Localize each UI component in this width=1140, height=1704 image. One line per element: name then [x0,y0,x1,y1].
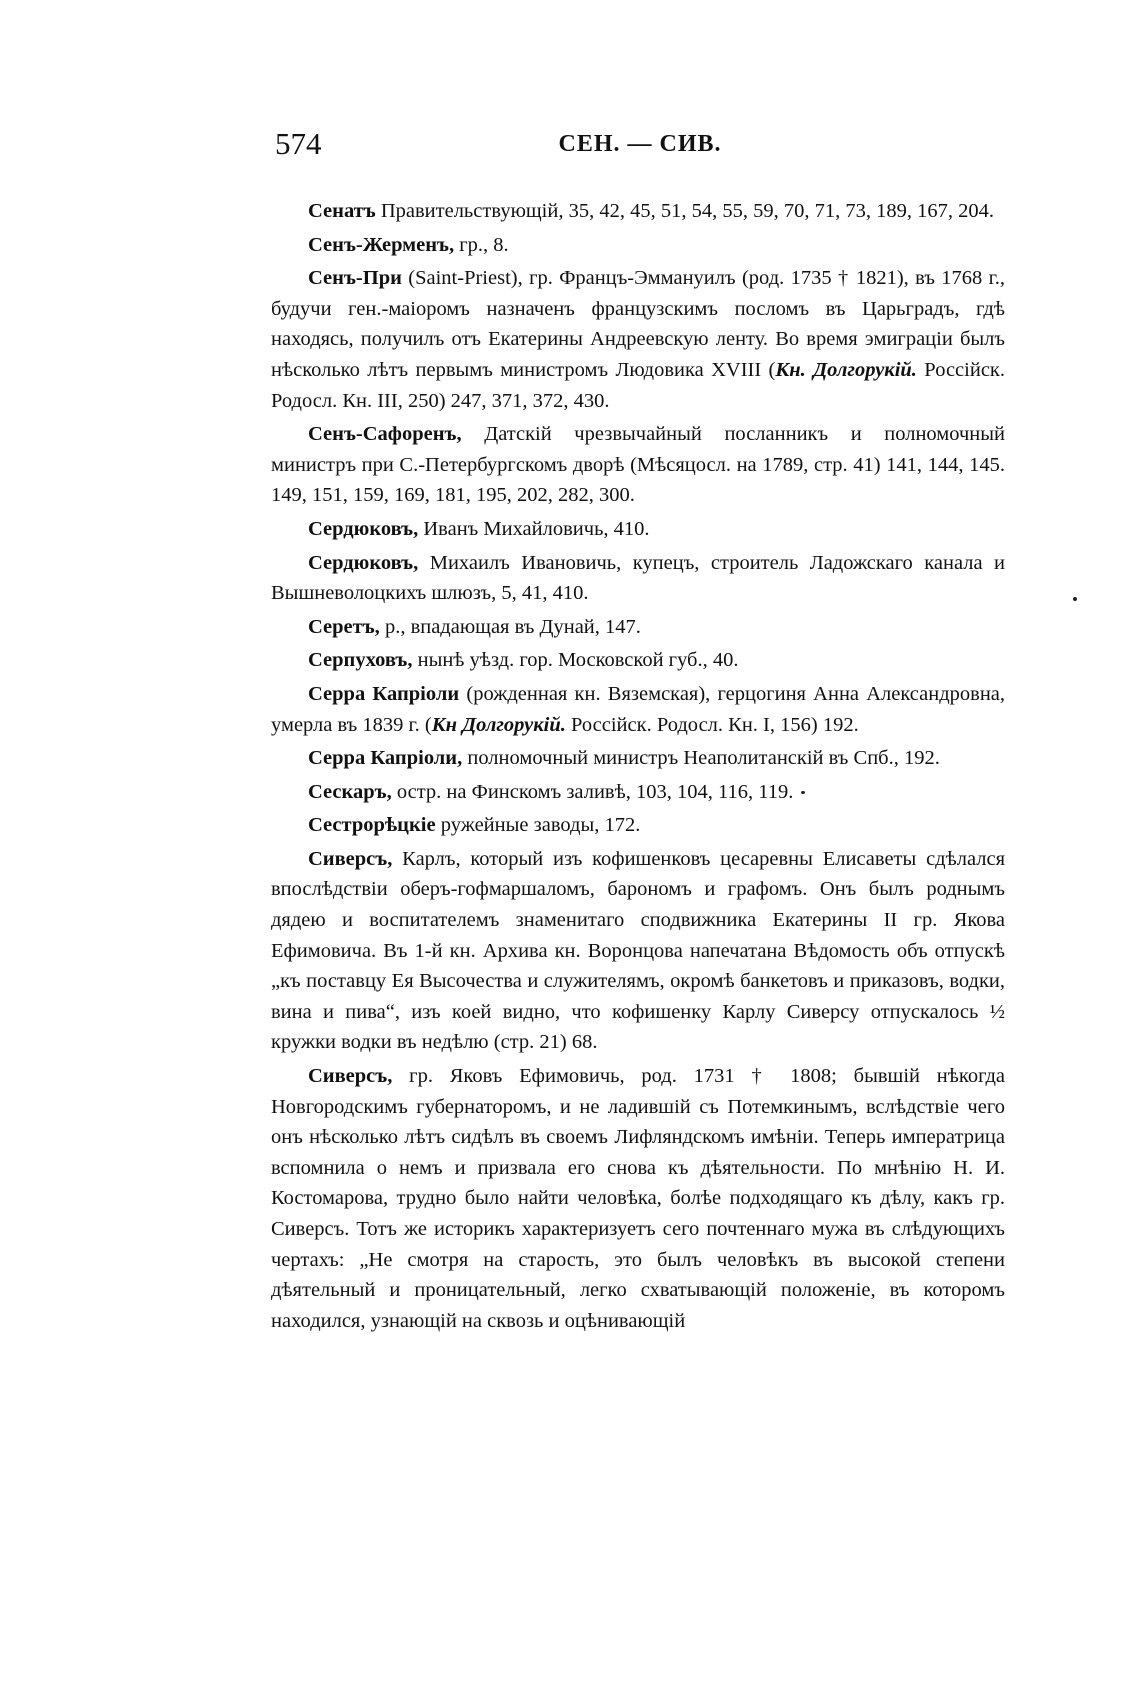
entry-headword: Серпуховъ, [308,649,413,672]
entry-text: ружейные заводы, 172. [435,814,641,837]
entry-text: остр. на Финскомъ заливѣ, 103, 104, 116, 119. [391,780,794,803]
entry-text: Карлъ, который изъ кофишенковъ цесаревны Елисаветы сдѣлался впослѣдствіи оберъ-гофмаршаломъ, барономъ и графомъ. Онъ былъ роднымъ дядею и воспитателемъ знаменитаго сподвижника Екатерины II гр. Якова Ефимовича. Въ 1-й кн. Архива кн. Воронцова напечатана Вѣдомость объ отпускѣ „къ поставцу Ея Высочества и служителямъ, окромѣ банкетовъ и приказовъ, водки, вина и пива“, изъ коей видно, что кофишенку Карлу Сиверсу отпускалось ½ кружки водки въ недѣлю (стр. 21) 68. [271,847,1005,1054]
entry-headword: Серра Капріоли, [308,747,463,770]
entry-text: Михаилъ Ивановичь, купецъ, строитель Ладожскаго канала и Вышневолоцкихъ шлюзъ, 5, 41, 410. [271,551,1005,605]
entry-text: р., впадающая въ Дунай, 147. [379,615,641,638]
entry-headword: Серетъ, [308,615,380,638]
print-speck [801,791,805,794]
index-entry [271,230,1005,261]
entry-text-continued: Россійск. Родосл. Кн. I, 156) 192. [565,713,859,736]
entry-headword: Сестрорѣцкіе [308,814,436,837]
index-entry [271,777,1005,808]
entry-citation: Кн. Долгорукій. [775,358,917,381]
index-entry [271,810,1005,841]
entry-headword: Сердюковъ, [308,551,419,574]
index-entry [271,419,1005,511]
index-entry [271,548,1005,609]
page-header [275,122,1005,166]
entry-headword: Серра Капріоли [308,682,460,705]
index-entry [271,645,1005,676]
entry-text: нынѣ уѣзд. гор. Московской губ., 40. [412,649,739,672]
index-entry [271,743,1005,774]
index-entry [271,612,1005,643]
entry-citation: Кн Долгорукій. [431,713,566,736]
entry-text: гр., 8. [454,233,509,256]
entry-headword: Сенъ-Сафоренъ, [308,423,462,446]
index-entries [271,196,1005,1339]
running-head: СЕН. — СИВ. [558,131,722,157]
entry-text-continued: Россійск. Родосл. Кн. III, 250) 247, 371, 372, 430. [271,358,1006,412]
entry-text: гр. Яковъ Ефимовичь, род. 1731 † 1808; бывшій нѣкогда Новгородскимъ губернаторомъ, и не ладившій съ Потемкинымъ, вслѣдствіе чего онъ нѣсколько лѣтъ сидѣлъ въ своемъ Лифляндскомъ имѣніи. Теперь императрица вспомнила о немъ и призвала его снова къ дѣятельности. По мнѣнію Н. И. Костомарова, трудно было найти человѣка, болѣе подходящаго къ дѣлу, какъ гр. Сиверсъ. Тотъ же историкъ характеризуетъ сего почтеннаго мужа въ слѣдующихъ чертахъ: „Не смотря на старость, это былъ человѣкъ въ высокой степени дѣятельный и проницательный, легко схватывающій положеніе, въ которомъ находился, узнающій на сквозь и оцѣнивающій [271,1065,1005,1332]
page-number: 574 [275,126,322,161]
entry-headword: Сиверсъ, [308,1065,393,1088]
entry-text: полномочный министръ Неаполитанскій въ Спб., 192. [462,747,940,770]
entry-text: Датскій чрезвычайный посланникъ и полномочный министръ при С.-Петербургскомъ дворѣ (Мѣсяцосл. на 1789, стр. 41) 141, 144, 145. 149, 151, 159, 169, 181, 195, 202, 282, 300. [271,423,1005,507]
index-entry [271,514,1005,545]
entry-headword: Сердюковъ, [308,517,419,540]
entry-headword: Сиверсъ, [308,847,393,870]
entry-headword: Сенъ-При [308,267,402,290]
entry-text: Правительствующій, 35, 42, 45, 51, 54, 55, 59, 70, 71, 73, 189, 167, 204. [375,200,994,222]
index-entry [271,844,1005,1058]
entry-text: (Saint-Priest), гр. Францъ-Эммануилъ (род. 1735 † 1821), въ 1768 г., будучи ген.-маіоромъ назначенъ французскимъ посломъ въ Царьградъ, гдѣ находясь, получилъ отъ Екатерины Андреевскую ленту. Во время эмиграціи былъ нѣсколько лѣтъ первымъ министромъ Людовика XVIII ( [271,267,1005,381]
entry-text: Иванъ Михайловичь, 410. [418,517,650,540]
index-entry [271,263,1005,416]
entry-headword: Сенатъ [308,200,376,222]
index-entry [271,1061,1005,1336]
entry-text: (рожденная кн. Вяземская), герцогиня Анна Александровна, умерла въ 1839 г. ( [271,682,1006,736]
entry-headword: Сескаръ, [308,780,392,803]
index-entry [271,679,1005,740]
entry-headword: Сенъ-Жерменъ, [308,233,455,256]
print-speck [1073,597,1077,601]
index-entry [271,196,1005,227]
